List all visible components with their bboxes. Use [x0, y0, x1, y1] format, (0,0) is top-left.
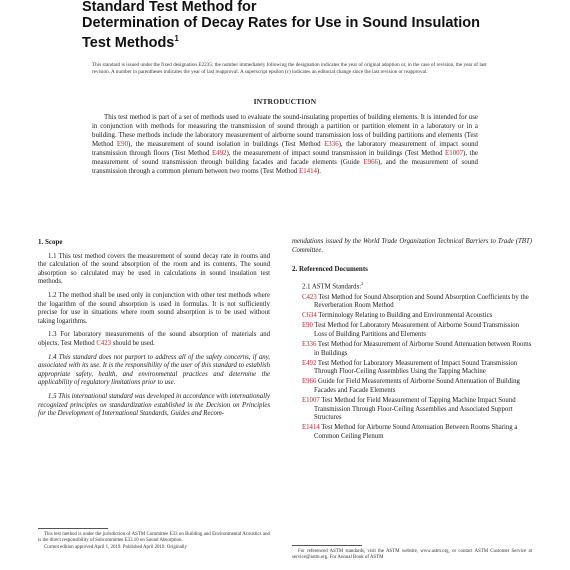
- introduction-paragraph: [92, 113, 478, 176]
- referenced-standard-title: Test Method for Airborne Sound Attenuation Between Rooms Sharing a Common Ceiling Plenum: [314, 424, 518, 441]
- ref-link-e90[interactable]: E90: [116, 141, 129, 149]
- scope-p3-text-b: should be used.: [111, 339, 155, 347]
- ref-link-e966[interactable]: E966: [302, 378, 317, 386]
- footnote-divider: [38, 528, 108, 529]
- intro-text-b: ), the measurement of sound isolation in buildings (Test Method: [128, 141, 325, 149]
- referenced-documents-heading: 2. Referenced Documents: [292, 265, 368, 274]
- intro-text-d: ), the measurement of impact sound transmission in buildings (Test Method: [226, 150, 446, 158]
- referenced-standard-title: Test Method for Laboratory Measurement of Airborne Sound Transmission Loss of Building Partitions and Elements: [312, 322, 520, 339]
- footnote-2: For referenced ASTM standards, visit the ASTM website, www.astm.org, or contact ASTM Customer Service at service@astm.org. For Annual Book of ASTM: [292, 549, 532, 560]
- scope-heading: 1. Scope: [38, 238, 63, 246]
- referenced-standard-item: [302, 294, 532, 311]
- left-column: [38, 238, 270, 424]
- referenced-standards-list: [292, 294, 532, 442]
- referenced-standard-item: [302, 322, 532, 339]
- ref-link-e1007[interactable]: E1007: [445, 150, 464, 158]
- referenced-standard-title: Test Method for Sound Absorption and Sound Absorption Coefficients by the Reverberation Room Method: [314, 293, 529, 310]
- footnote-1-edition: Current edition approved April 1, 2019. Published April 2019. Originally: [44, 545, 187, 550]
- intro-text-g: ).: [316, 168, 322, 176]
- introduction-heading: INTRODUCTION: [253, 97, 317, 106]
- intro-text-e: ), the measurement of sound transmission through building facades and facade elements (Guide: [92, 150, 478, 167]
- ref-link-e492[interactable]: E492: [211, 150, 227, 158]
- referenced-standard-item: [302, 341, 532, 358]
- referenced-standard-title: Guide for Field Measurements of Airborne Sound Attenuation of Building Facades and Facade Elements: [314, 378, 520, 395]
- ref-link-c423[interactable]: C423: [96, 339, 112, 347]
- ref-link-c634[interactable]: C634: [302, 312, 317, 320]
- scope-paragraph-1-5-continued: mendations issued by the World Trade Organization Technical Barriers to Trade (TBT) Committee.: [292, 238, 532, 254]
- intro-text-c: ), the laboratory measurement of impact sound transmission through floors (Test Method: [92, 141, 478, 158]
- ref-link-c423[interactable]: C423: [302, 293, 317, 301]
- scope-paragraph-1-4: 1.4 This standard does not purport to address all of the safety concerns, if any, associated with its use. It is the responsibility of the user of this standard to establish appropriate safety, health, and environmental practices and determine the applicability of regulatory limitations prior to use.: [38, 353, 270, 387]
- title-line-3: [82, 31, 502, 51]
- referenced-standard-title: Test Method for Laboratory Measurement of Impact Sound Transmission Through Floor-Ceiling Assemblies Using the Tapping Machine: [314, 359, 518, 376]
- intro-text-f: ), and the measurement of sound transmission through a common plenum between two rooms (Test Method: [92, 159, 478, 176]
- ref-link-e1007[interactable]: E1007: [302, 397, 320, 405]
- designation-notice: This standard is issued under the fixed designation E2235; the number immediately following the designation indicates the year of original adoption or, in the case of revision, the year of last revision. A number in parentheses indicates the year of last reapproval. A superscript epsilon (ε) indicates an editorial change since the last revision or reapproval.: [92, 62, 487, 75]
- scope-paragraph-1-5: 1.5 This international standard was developed in accordance with internationally recognized principles on standardization established in the Decision on Principles for the Development of International Standards, Guides and Recom-: [38, 392, 270, 418]
- footnote-1: This test method is under the jurisdiction of ASTM Committee E33 on Building and Environmental Acoustics and is the direct responsibility of Subcommittee E33.10 on Sound Absorption.: [38, 532, 270, 543]
- astm-standards-label: [302, 280, 532, 292]
- referenced-standard-title: Test Method for Measurement of Airborne Sound Attenuation between Rooms in Buildings: [314, 341, 532, 357]
- referenced-standard-title: Test Method for Field Measurement of Tapping Machine Impact Sound Transmission Through Floor-Ceiling Assemblies and Associated Support Structures: [314, 397, 516, 422]
- ref-link-e1414[interactable]: E1414: [302, 424, 320, 432]
- title-line-1: Standard Test Method for: [82, 0, 257, 15]
- ref-link-e1414[interactable]: E1414: [298, 168, 317, 176]
- title-footnote-marker: 1: [174, 34, 179, 43]
- right-column: [292, 238, 532, 443]
- scope-p3-text-a: 1.3 For laboratory measurements of the sound absorption of materials and objects, Test Method: [38, 331, 270, 347]
- astm-standards-label-text: 2.1 ASTM Standards:: [302, 283, 362, 291]
- footnotes-left: [38, 528, 270, 552]
- scope-paragraph-1-1: 1.1 This test method covers the measurement of sound decay rate in rooms and the calculation of the sound absorption of the room and its contents. The sound absorption so calculated may be used in calculations in sound insulation test methods.: [38, 252, 270, 286]
- ref-link-e90[interactable]: E90: [302, 322, 313, 330]
- footnotes-right: [292, 545, 532, 562]
- footnote-divider-right: [292, 545, 362, 546]
- referenced-standard-item: [302, 397, 532, 423]
- ref-link-e966[interactable]: E966: [363, 159, 378, 167]
- scope-paragraph-1-3: [38, 331, 270, 348]
- intro-text-a: This test method is part of a set of methods used to evaluate the sound-insulating properties of building elements. It is intended for use in conjunction with methods for measuring the transmission of sound through a partition or partition element in a laboratory or in a building. These methods include the laboratory measurement of airborne sound transmission loss of building partitions and elements (Test Method: [92, 114, 478, 149]
- referenced-standard-item: [302, 312, 532, 321]
- document-title: [82, 0, 502, 51]
- ref-link-e492[interactable]: E492: [302, 359, 317, 367]
- referenced-standard-title: Terminology Relating to Building and Environmental Acoustics: [316, 312, 493, 320]
- scope-paragraph-1-2: 1.2 The method shall be used only in conjunction with other test methods where the logarithm of the sound absorption is used in formulas. It is not sufficiently precise for use in situations where room sound absorption is to be used without taking logarithms.: [38, 291, 270, 325]
- title-line-2: Determination of Decay Rates for Use in Sound Insulation: [82, 14, 481, 31]
- ref-link-e336[interactable]: E336: [302, 341, 317, 349]
- referenced-standard-item: [302, 360, 532, 377]
- astm-standards-footnote-marker: 2: [361, 280, 364, 286]
- referenced-standard-item: [302, 424, 532, 441]
- title-line-3-text: Test Methods: [82, 34, 175, 51]
- referenced-standard-item: [302, 378, 532, 395]
- ref-link-e336[interactable]: E336: [324, 141, 339, 149]
